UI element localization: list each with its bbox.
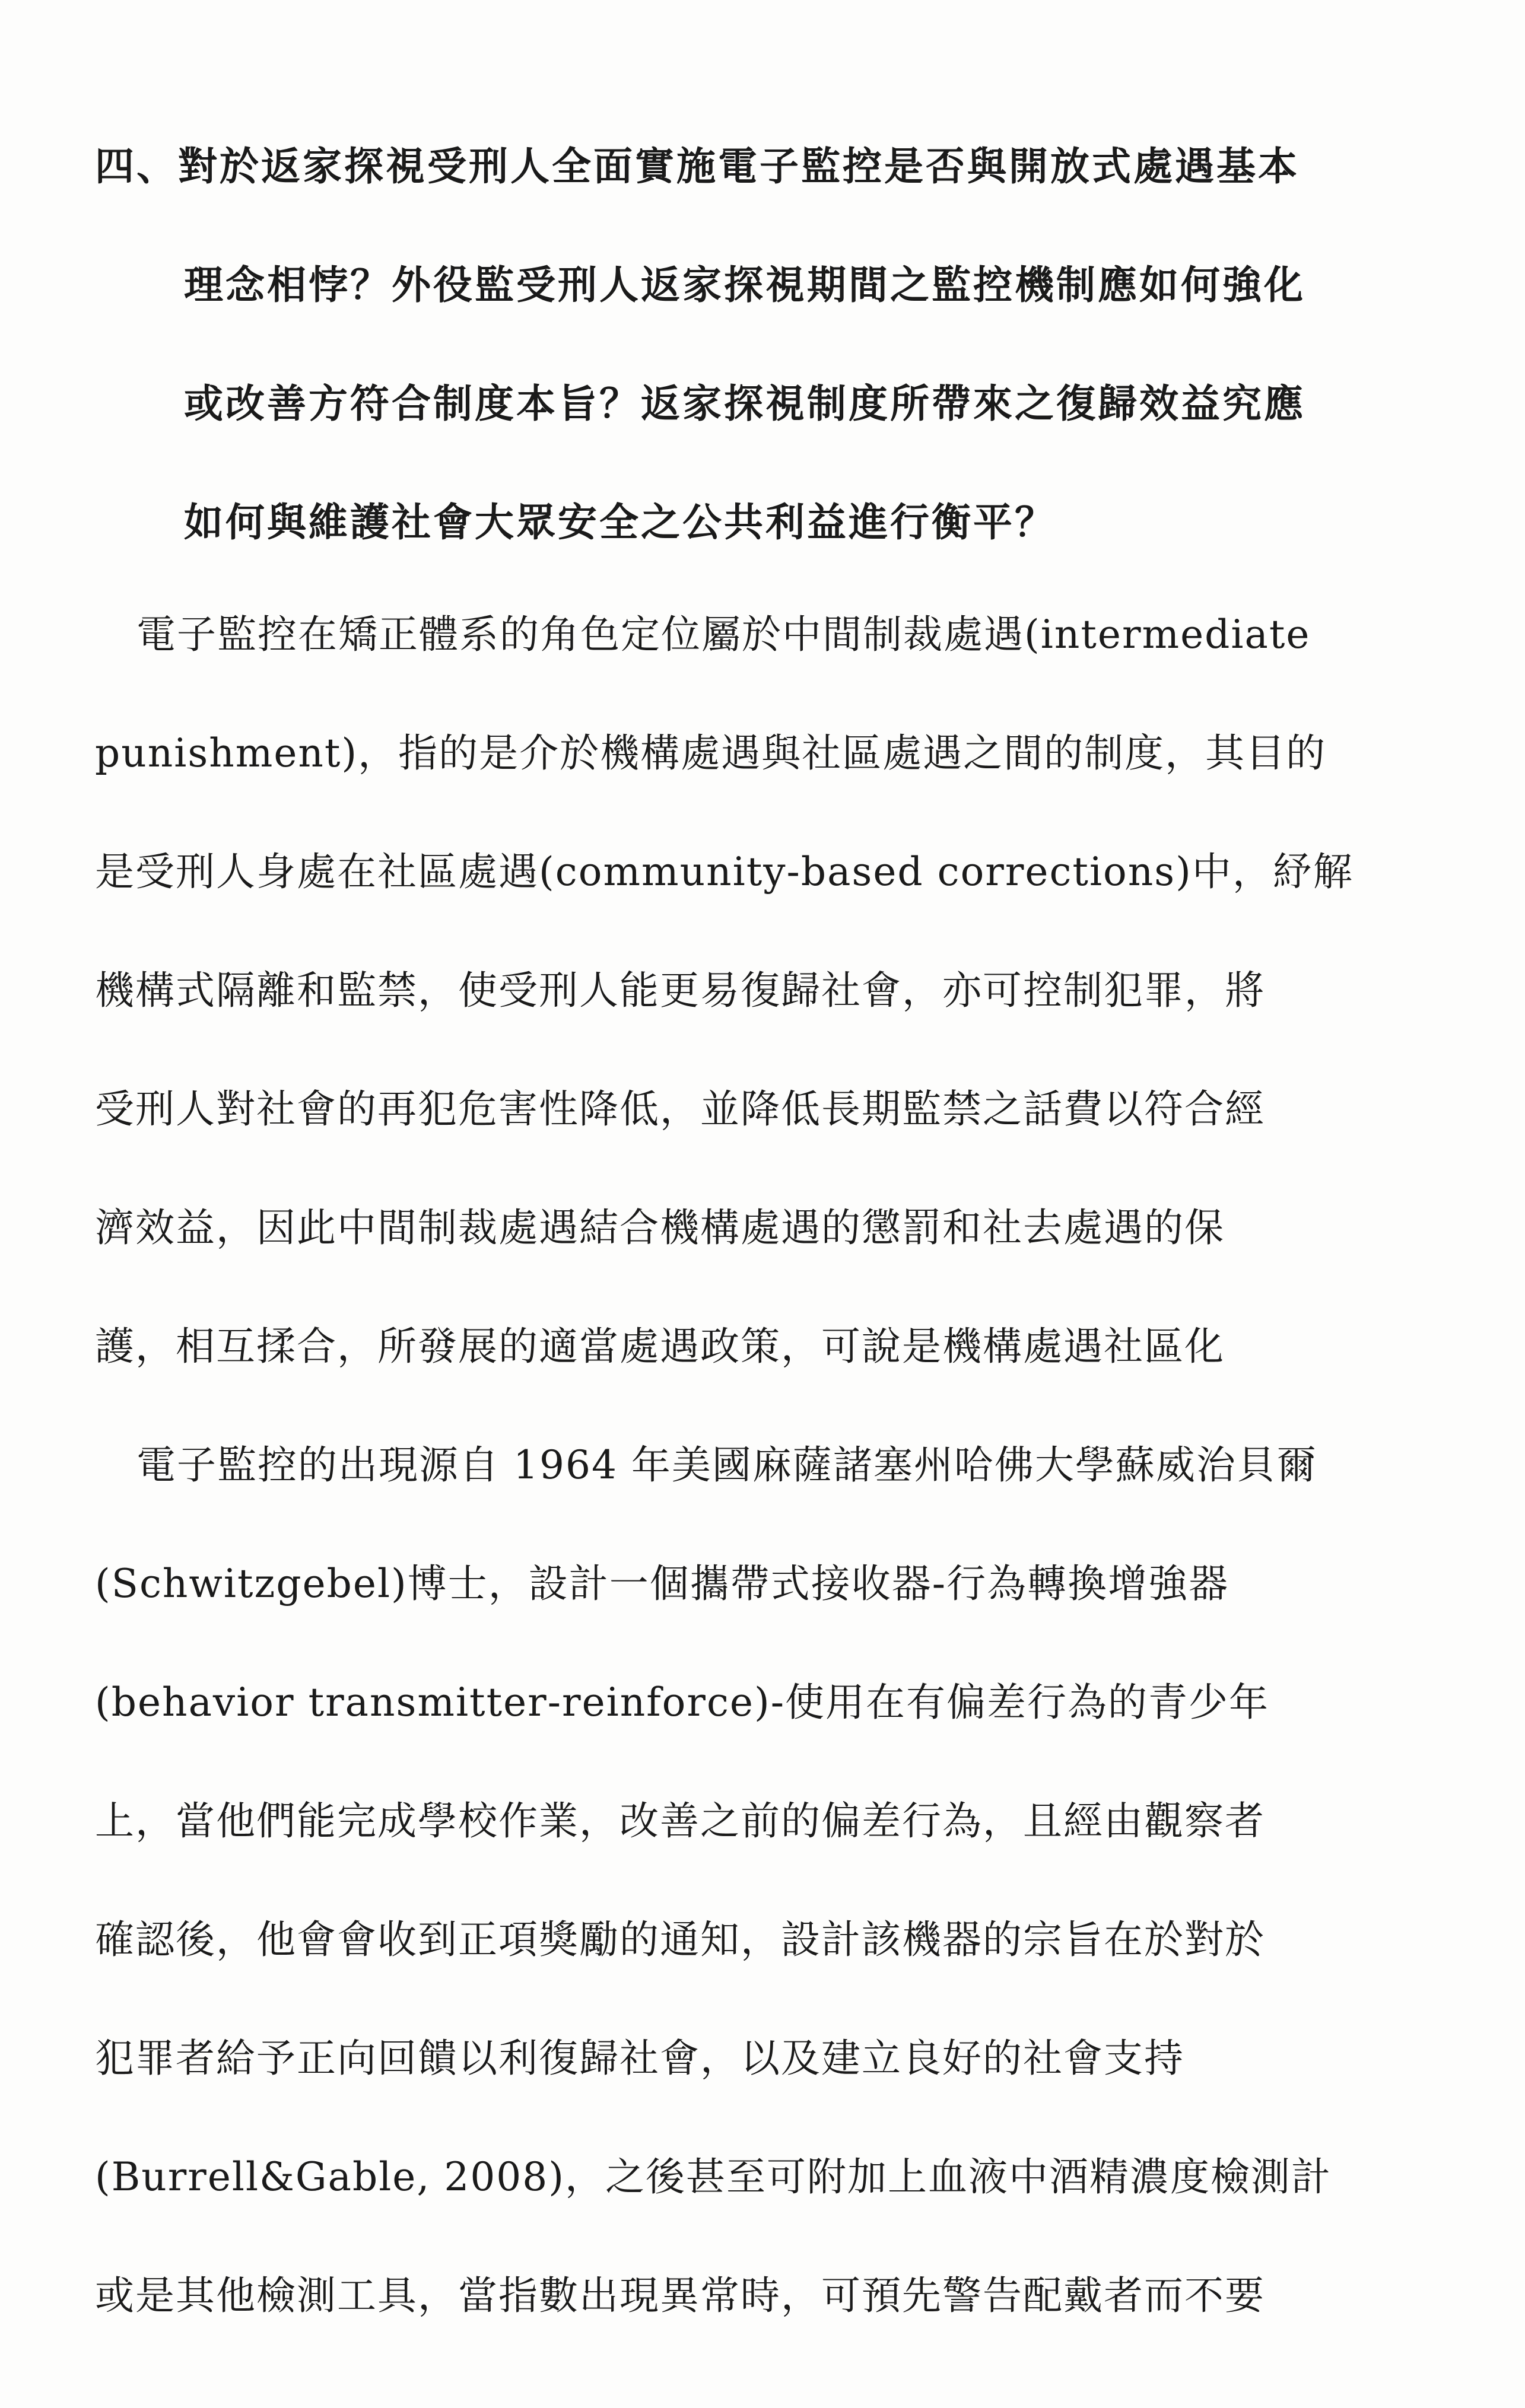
paragraph-1-line: 電子監控在矯正體系的角色定位屬於中間制裁處遇(intermediate — [136, 612, 1311, 657]
paragraph-2-line: 電子監控的出現源自 1964 年美國麻薩諸塞州哈佛大學蘇威治貝爾 — [136, 1442, 1317, 1488]
paragraph-2-line: 犯罪者給予正向回饋以利復歸社會，以及建立良好的社會支持 — [95, 2035, 1184, 2081]
heading-line: 如何與維護社會大眾安全之公共利益進行衡平？ — [184, 499, 1056, 545]
paragraph-2-line: 或是其他檢測工具，當指數出現異常時，可預先警告配戴者而不要 — [95, 2273, 1265, 2318]
heading-line: 理念相悖？外役監受刑人返家探視期間之監控機制應如何強化 — [184, 262, 1305, 308]
heading-line: 四、對於返家探視受刑人全面實施電子監控是否與開放式處遇基本 — [95, 143, 1300, 189]
heading-line: 或改善方符合制度本旨？返家探視制度所帶來之復歸效益究應 — [184, 380, 1305, 427]
paragraph-2-line: 確認後，他會會收到正項獎勵的通知，設計該機器的宗旨在於對於 — [95, 1917, 1265, 1962]
paragraph-1-line: 受刑人對社會的再犯危害性降低，並降低長期監禁之話費以符合經 — [95, 1086, 1265, 1132]
paragraph-1-line: punishment)，指的是介於機構處遇與社區處遇之間的制度，其目的 — [95, 730, 1327, 776]
paragraph-1-line: 機構式隔離和監禁，使受刑人能更易復歸社會，亦可控制犯罪，將 — [95, 968, 1265, 1013]
paragraph-1-line: 是受刑人身處在社區處遇(community-based corrections)中，紓解 — [95, 849, 1354, 895]
paragraph-2-line: (Schwitzgebel)博士，設計一個攜帶式接收器-行為轉換增強器 — [95, 1561, 1229, 1607]
paragraph-2-line: 上，當他們能完成學校作業，改善之前的偏差行為，且經由觀察者 — [95, 1798, 1265, 1844]
paragraph-2-line: (behavior transmitter-reinforce)-使用在有偏差行為的青少年 — [95, 1679, 1270, 1725]
paragraph-1-line: 護，相互揉合，所發展的適當處遇政策，可說是機構處遇社區化 — [95, 1324, 1225, 1369]
section-heading — [95, 128, 1436, 602]
paragraph-1-line: 濟效益，因此中間制裁處遇結合機構處遇的懲罰和社去處遇的保 — [95, 1205, 1225, 1251]
paragraph-2-line: (Burrell&Gable, 2008)，之後甚至可附加上血液中酒精濃度檢測計 — [95, 2154, 1332, 2200]
